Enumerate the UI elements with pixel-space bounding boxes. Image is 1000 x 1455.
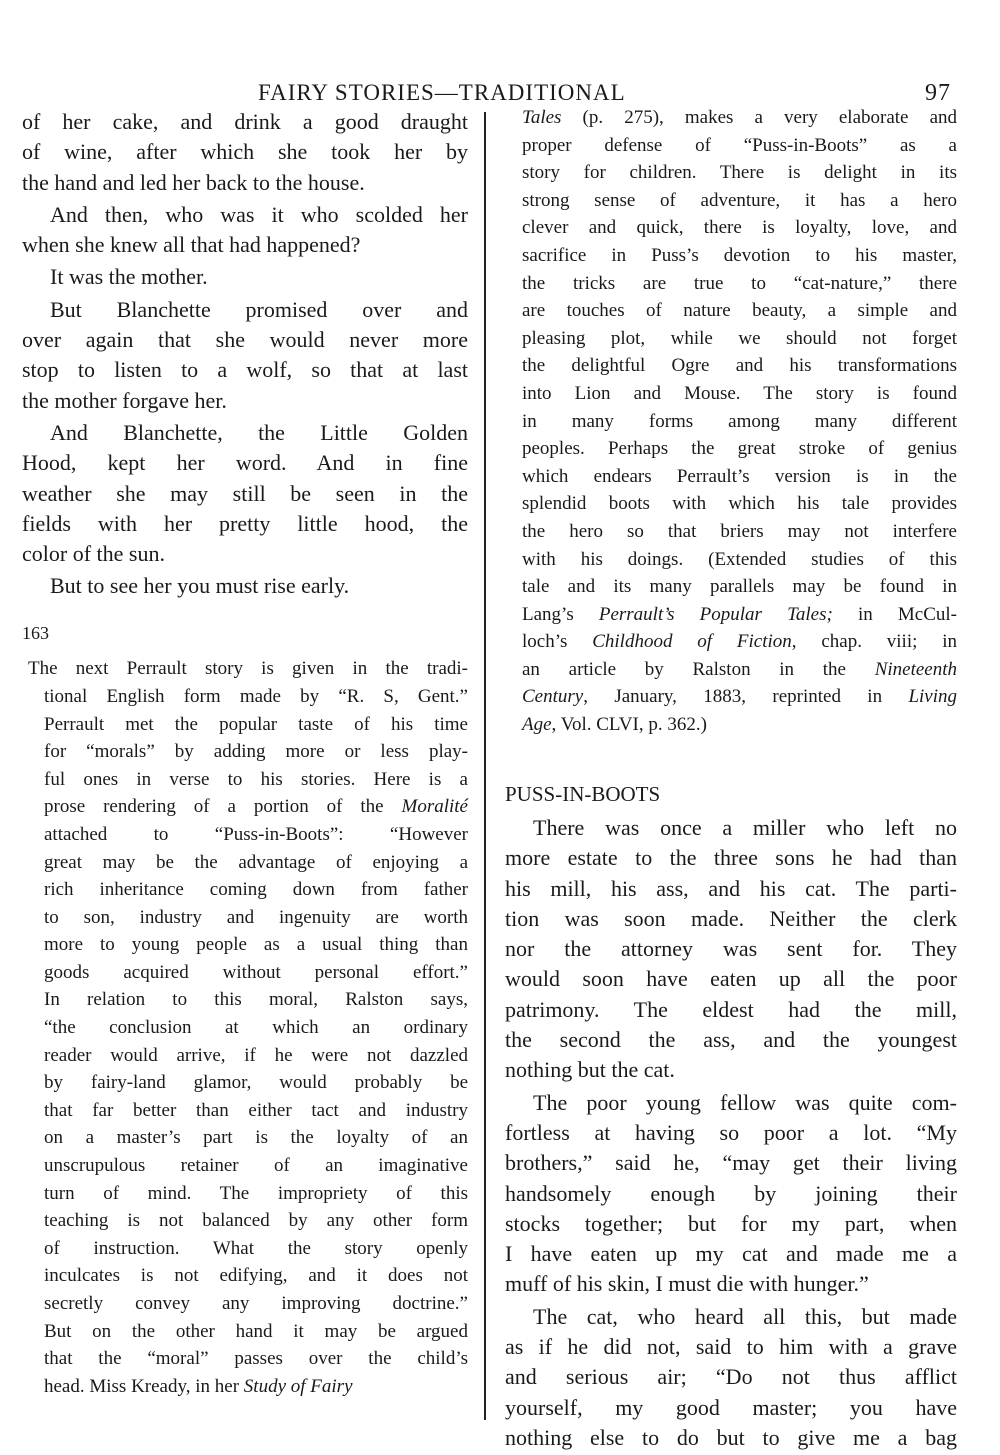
text-line: The cat, who heard all this, but made	[533, 1303, 957, 1329]
text-line: And then, who was it who scolded her	[50, 201, 468, 227]
italic-text: Nineteenth	[874, 658, 957, 680]
text-run: in McCul-	[832, 603, 957, 625]
text-line: patrimony. The eldest had the mill,	[505, 996, 957, 1022]
text-line	[505, 601, 957, 629]
text-line: secretly convey any improving doctrine.”	[44, 1293, 468, 1314]
text-run: (p. 275), makes a very elaborate and	[561, 107, 957, 128]
text-line: In relation to this moral, Ralston says,	[44, 989, 468, 1011]
text-line: when she knew all that had happened?	[22, 232, 361, 258]
footnote-block	[22, 655, 468, 1400]
text-line: which endears Perrault’s version is in the	[522, 465, 957, 487]
paragraph	[22, 200, 468, 261]
text-line: turn of mind. The impropriety of this	[44, 1182, 468, 1204]
text-line: the hero so that briers may not interfere	[522, 520, 957, 542]
text-line: nothing else to do but to give me a bag	[505, 1424, 957, 1450]
text-line: strong sense of adventure, it has a hero	[522, 189, 957, 211]
text-line: clever and quick, there is loyalty, love, and	[522, 217, 957, 239]
text-line: proper defense of “Puss-in-Boots” as a	[522, 134, 957, 156]
footnote-block	[505, 104, 957, 739]
text-line: But to see her you must rise early.	[50, 573, 350, 599]
text-line: It was the mother.	[50, 264, 208, 290]
text-line: nor the attorney was sent for. They	[505, 936, 957, 962]
text-line: are touches of nature beauty, a simple and	[522, 300, 957, 322]
text-run: an article by Ralston in the	[522, 658, 875, 680]
text-line: teaching is not balanced by any other form	[44, 1210, 468, 1232]
italic-text: Age	[522, 714, 552, 736]
text-line: that the “moral” passes over the child’s	[44, 1348, 468, 1370]
text-line: his mill, his ass, and his cat. The parti-	[505, 875, 957, 901]
paragraph	[505, 813, 957, 1086]
text-line: But Blanchette promised over and	[50, 296, 468, 322]
text-line: the hand and led her back to the house.	[22, 169, 365, 195]
text-line: the second the ass, and the youngest	[505, 1027, 957, 1053]
paragraph	[22, 418, 468, 569]
text-line	[505, 628, 957, 656]
paragraph	[22, 295, 468, 416]
text-line: weather she may still be seen in the	[22, 480, 468, 506]
text-line: Perrault met the popular taste of his time	[44, 713, 468, 735]
text-line: and serious air; “Do not thus afflict	[505, 1364, 957, 1390]
text-line: unscrupulous retainer of an imaginative	[44, 1155, 468, 1177]
text-line: muff of his skin, I must die with hunger.”	[505, 1271, 869, 1297]
text-line: the tricks are true to “cat-nature,” there	[522, 272, 957, 294]
italic-text: Tales	[522, 107, 562, 128]
paragraph	[22, 107, 468, 198]
text-run: Lang’s	[522, 603, 599, 625]
text-line: to son, industry and ingenuity are worth	[44, 906, 468, 928]
column-divider	[484, 112, 486, 1420]
text-line	[505, 683, 957, 711]
text-line: for “morals” by adding more or less play-	[44, 741, 468, 763]
text-run: , Vol. CLVI, p. 362.)	[551, 714, 707, 736]
text-line: The next Perrault story is given in the tradi-	[28, 658, 468, 680]
text-line: of her cake, and drink a good draught	[22, 109, 468, 134]
text-line: handsomely enough by joining their	[505, 1180, 957, 1206]
text-line: Hood, kept her word. And in fine	[22, 450, 468, 476]
italic-text: Moralité	[401, 796, 468, 818]
text-line: But on the other hand it may be argued	[44, 1320, 468, 1342]
text-line	[505, 656, 957, 684]
italic-text: Study of Fairy	[243, 1375, 353, 1397]
text-line: nothing but the cat.	[505, 1057, 675, 1083]
text-line: of instruction. What the story openly	[44, 1237, 468, 1259]
italic-text: Perrault’s Popular Tales;	[598, 603, 833, 625]
text-line: great may be the advantage of enjoying a	[44, 851, 468, 873]
text-line: 163	[22, 622, 49, 643]
text-run: prose rendering of a portion of the	[44, 796, 402, 818]
text-line: the delightful Ogre and his transformations	[522, 355, 957, 377]
text-line: And Blanchette, the Little Golden	[50, 419, 468, 445]
text-line	[22, 1373, 468, 1401]
text-run: loch’s	[522, 631, 593, 653]
text-line: goods acquired without personal effort.”	[44, 961, 468, 983]
running-header: FAIRY STORIES—TRADITIONAL	[258, 80, 626, 105]
text-line: inculcates is not edifying, and it does not	[44, 1265, 468, 1287]
text-line: in many forms among many different	[522, 410, 957, 432]
text-line: as if he did not, said to him with a grave	[505, 1334, 957, 1359]
text-line: brothers,” said he, “may get their living	[505, 1150, 957, 1176]
text-line	[22, 793, 468, 821]
text-line: I have eaten up my cat and made me a	[505, 1241, 957, 1267]
text-line: that far better than either tact and industry	[44, 1099, 468, 1121]
text-line: tale and its many parallels may be found in	[522, 576, 957, 598]
text-line: tional English form made by “R. S, Gent.”	[44, 685, 468, 707]
text-line: The poor young fellow was quite com-	[533, 1089, 957, 1115]
paragraph	[505, 1302, 957, 1453]
text-line: peoples. Perhaps the great stroke of genius	[522, 438, 957, 460]
text-line: rich inheritance coming down from father	[44, 879, 468, 901]
text-line: with his doings. (Extended studies of this	[522, 548, 957, 570]
text-line	[505, 711, 957, 739]
italic-text: Childhood of Fiction	[592, 631, 792, 653]
text-line: stop to listen to a wolf, so that at last	[22, 357, 468, 383]
text-line: fortless at having so poor a lot. “My	[505, 1119, 957, 1145]
page-number: 97	[925, 80, 951, 106]
text-line: pleasing plot, while we should not forget	[522, 327, 957, 349]
section-number	[22, 620, 468, 648]
text-line: PUSS-IN-BOOTS	[505, 781, 661, 806]
text-line: fields with her pretty little hood, the	[22, 510, 468, 536]
text-line: stocks together; but for my part, when	[505, 1210, 957, 1236]
text-line: would soon have eaten up all the poor	[505, 966, 957, 992]
text-line: on a master’s part is the loyalty of an	[44, 1127, 468, 1149]
italic-text: Living	[908, 686, 957, 708]
text-line: more estate to the three sons he had than	[505, 845, 957, 871]
section-heading	[505, 779, 957, 809]
text-run: head. Miss Kready, in her	[44, 1375, 244, 1397]
text-line: ful ones in verse to his stories. Here is a	[44, 768, 468, 790]
paragraph	[22, 262, 468, 292]
text-line: “the conclusion at which an ordinary	[44, 1017, 468, 1039]
text-run: , chap. viii; in	[791, 631, 958, 653]
paragraph	[22, 571, 468, 601]
right-column	[505, 104, 957, 1455]
text-line: more to young people as a usual thing than	[44, 934, 468, 956]
text-line: the mother forgave her.	[22, 387, 227, 413]
text-line: over again that she would never more	[22, 327, 468, 353]
text-line: story for children. There is delight in its	[522, 162, 957, 184]
text-run: , January, 1883, reprinted in	[583, 686, 909, 708]
text-line: reader would arrive, if he were not dazzled	[44, 1044, 468, 1066]
text-line: of wine, after which she took her by	[22, 139, 468, 165]
text-line: sacrifice in Puss’s devotion to his master,	[522, 244, 957, 266]
text-line: attached to “Puss-in-Boots”: “However	[44, 823, 468, 845]
text-line: into Lion and Mouse. The story is found	[522, 382, 957, 404]
text-line: tion was soon made. Neither the clerk	[505, 905, 957, 931]
left-column	[22, 107, 468, 1402]
text-line: color of the sun.	[22, 541, 165, 567]
text-line: by fairy-land glamor, would probably be	[44, 1072, 468, 1094]
italic-text: Century	[522, 686, 584, 708]
paragraph	[505, 1088, 957, 1300]
text-line: yourself, my good master; you have	[505, 1394, 957, 1420]
text-line	[505, 104, 957, 132]
text-line: There was once a miller who left no	[533, 814, 957, 840]
text-line: splendid boots with which his tale provides	[522, 493, 957, 515]
